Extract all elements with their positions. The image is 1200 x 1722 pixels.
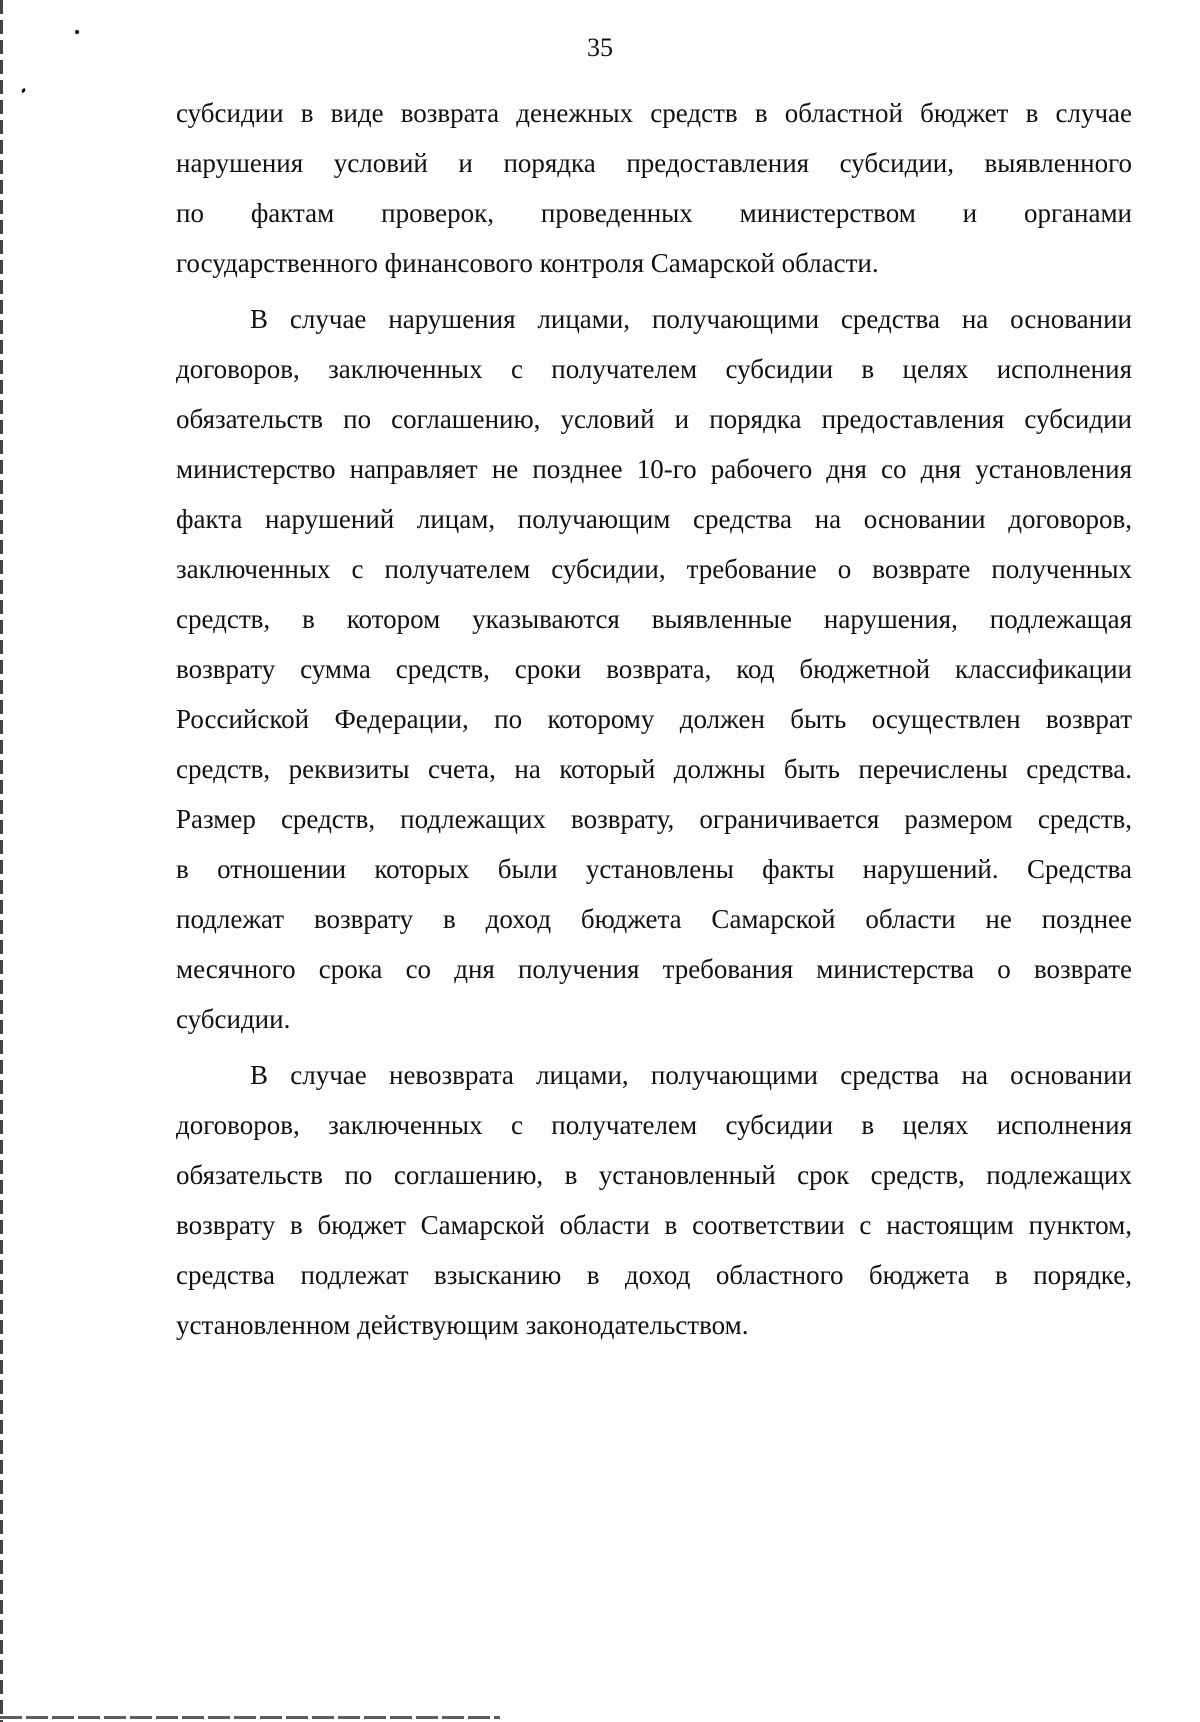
paragraph (176, 88, 1132, 288)
text-line: возврату в бюджет Самарской области в соответствии с настоящим пунктом, (176, 1210, 1132, 1240)
text-line: средства подлежат взысканию в доход областного бюджета в порядке, (176, 1260, 1132, 1290)
document-body (176, 88, 1132, 1350)
text-line: министерство направляет не позднее 10-го рабочего дня со дня установления (176, 454, 1132, 484)
scan-speck (21, 88, 26, 94)
text-line: заключенных с получателем субсидии, требование о возврате полученных (176, 554, 1132, 584)
text-line: Размер средств, подлежащих возврату, ограничивается размером средств, (176, 804, 1132, 834)
text-line: В случае нарушения лицами, получающими средства на основании (250, 304, 1132, 334)
scan-edge-bottom (0, 1716, 500, 1719)
paragraph (176, 1050, 1132, 1350)
text-line: средств, реквизиты счета, на который должны быть перечислены средства. (176, 754, 1132, 784)
text-line: обязательств по соглашению, в установленный срок средств, подлежащих (176, 1160, 1132, 1190)
page-number: 35 (587, 33, 613, 62)
text-line: Российской Федерации, по которому должен быть осуществлен возврат (176, 704, 1132, 734)
text-line: возврату сумма средств, сроки возврата, код бюджетной классификации (176, 654, 1132, 684)
text-line: обязательств по соглашению, условий и порядка предоставления субсидии (176, 404, 1132, 434)
text-line: в отношении которых были установлены факты нарушений. Средства (176, 854, 1132, 884)
text-line: подлежат возврату в доход бюджета Самарской области не позднее (176, 904, 1132, 934)
text-line: государственного финансового контроля Самарской области. (176, 248, 879, 278)
text-line: договоров, заключенных с получателем субсидии в целях исполнения (176, 354, 1132, 384)
text-line: месячного срока со дня получения требования министерства о возврате (176, 954, 1132, 984)
text-line: субсидии. (176, 1004, 291, 1034)
scan-edge-left (0, 0, 3, 1722)
paragraph (176, 294, 1132, 1044)
text-line: В случае невозврата лицами, получающими средства на основании (250, 1060, 1132, 1090)
text-line: нарушения условий и порядка предоставления субсидии, выявленного (176, 148, 1132, 178)
text-line: субсидии в виде возврата денежных средств в областной бюджет в случае (176, 98, 1132, 128)
text-line: установленном действующим законодательством. (176, 1310, 749, 1340)
text-line: по фактам проверок, проведенных министерством и органами (176, 198, 1132, 228)
text-line: договоров, заключенных с получателем субсидии в целях исполнения (176, 1110, 1132, 1140)
text-line: факта нарушений лицам, получающим средства на основании договоров, (176, 504, 1132, 534)
text-line: средств, в котором указываются выявленные нарушения, подлежащая (176, 604, 1132, 634)
